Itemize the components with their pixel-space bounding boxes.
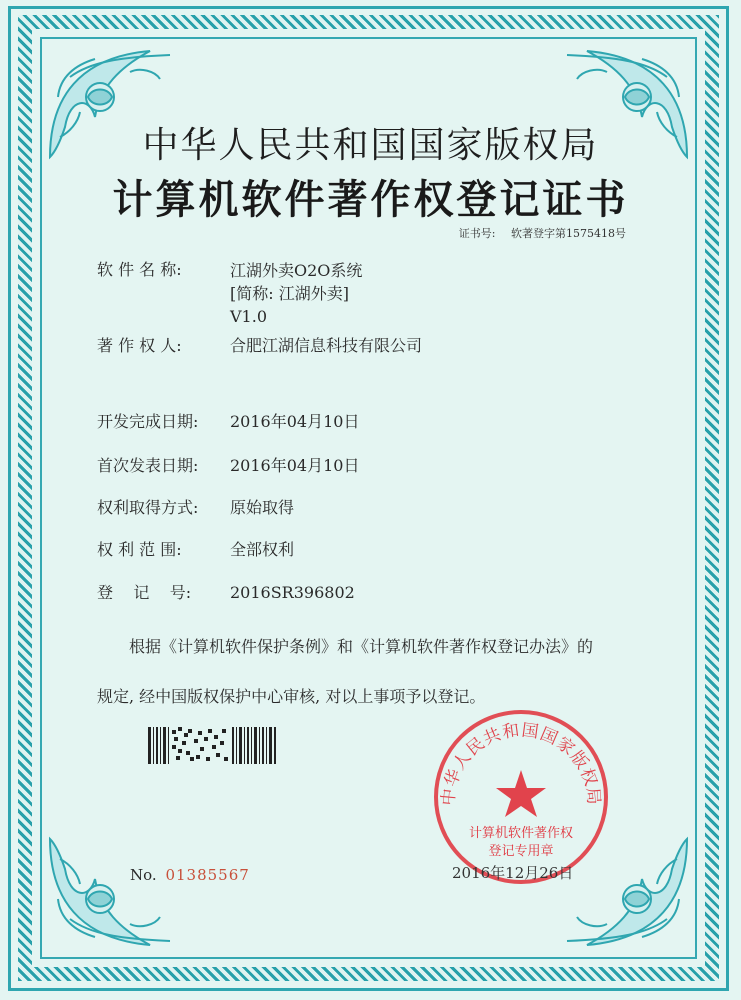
software-short-name: [简称: 江湖外卖] [230,284,349,303]
field-publication-date [97,455,359,477]
field-registration-number [97,582,355,604]
field-value: 合肥江湖信息科技有限公司 [230,336,423,355]
seal-inner-line2: 登记专用章 [488,844,554,859]
official-seal-icon [432,708,610,886]
field-value: 全部权利 [230,540,295,559]
software-version: V1.0 [230,307,267,326]
field-label: 开发完成日期: [97,412,199,431]
field-copyright-owner [97,335,422,357]
field-value [230,259,362,328]
field-label: 著 作 权 人: [97,336,182,355]
field-value: 2016SR396802 [230,583,355,602]
statement-line: 规定, 经中国版权保护中心审核, 对以上事项予以登记。 [97,687,486,706]
certificate-title: 计算机软件著作权登记证书 [112,177,629,223]
field-value: 原始取得 [230,498,295,517]
software-name-value: 江湖外卖O2O系统 [230,261,363,280]
issue-date: 2016年12月26日 [452,864,574,882]
seal-inner-line1: 计算机软件著作权 [468,826,574,841]
certificate-number [459,225,626,241]
field-label: 登 记 号: [97,583,192,602]
statement-line: 根据《计算机软件保护条例》和《计算机软件著作权登记办法》的 [129,637,594,656]
certificate-number-value: 软著登字第1575418号 [511,227,626,240]
field-completion-date [97,411,359,433]
field-value: 2016年04月10日 [230,412,360,431]
certificate-number-label: 证书号: [458,227,496,240]
corner-ornament-icon [40,829,190,959]
barcode-icon [148,727,276,764]
field-label: 权 利 范 围: [97,540,182,559]
issuing-authority: 中华人民共和国国家版权局 [142,125,599,166]
field-rights-scope [97,539,294,561]
field-label: 软 件 名 称: [97,260,182,279]
statement-paragraph [97,622,667,722]
field-value: 2016年04月10日 [230,456,360,475]
seal-outer-text: 中华人民共和国国家版权局 [438,720,604,807]
field-label: 首次发表日期: [97,456,199,475]
field-acquisition-method [97,497,294,519]
serial-number [130,866,250,884]
field-software-name [97,259,362,328]
serial-number-label: No. [130,866,157,884]
field-label: 权利取得方式: [97,498,199,517]
serial-number-value: 01385567 [165,866,250,884]
